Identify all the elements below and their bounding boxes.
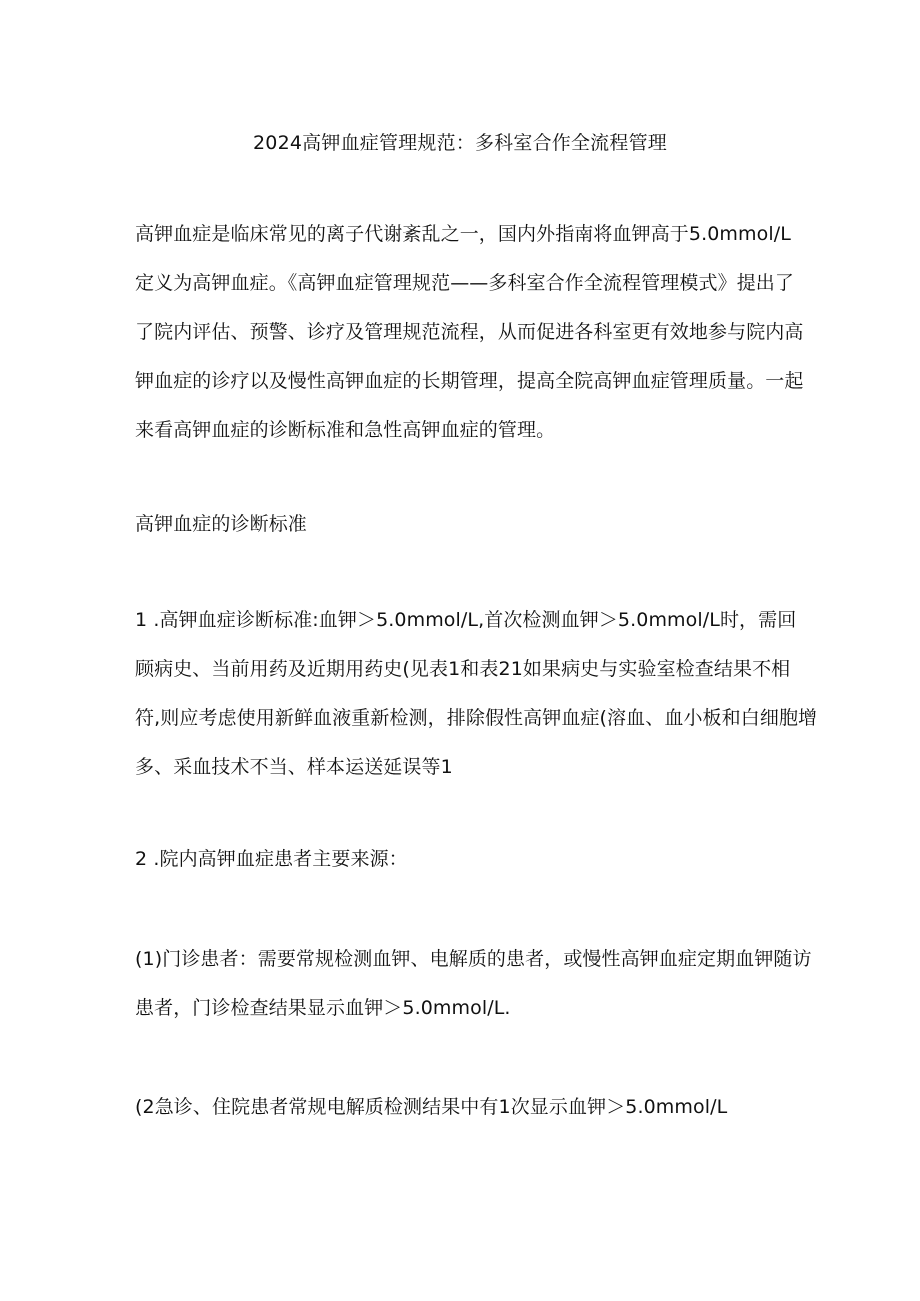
paragraph-line: (2急诊、住院患者常规电解质检测结果中有1次显示血钾＞5.0mmol∕L: [135, 1096, 728, 1118]
intro-line: 高钾血症是临床常见的离子代谢紊乱之一，国内外指南将血钾高于5.0mmol/L: [135, 223, 791, 245]
section-heading: [135, 500, 795, 549]
patient-source-heading: [135, 835, 795, 884]
paragraph-line: 1 .高钾血症诊断标准:血钾＞5.0mmol∕L,首次检测血钾＞5.0mmol∕L时，需回: [135, 609, 797, 631]
intro-line: 了院内评估、预警、诊疗及管理规范流程，从而促进各科室更有效地参与院内高: [135, 321, 804, 343]
outpatient-paragraph: [135, 935, 812, 1033]
intro-paragraph: [135, 210, 804, 455]
paragraph-line: 符,则应考虑使用新鲜血液重新检测，排除假性高钾血症(溶血、血小板和白细胞增: [135, 707, 818, 729]
paragraph-line: 多、采血技术不当、样本运送延误等1: [135, 756, 453, 778]
paragraph-line: 患者，门诊检查结果显示血钾＞5.0mmol∕L.: [135, 997, 511, 1019]
section-heading-text: 高钾血症的诊断标准: [135, 513, 307, 535]
document-title: 2024高钾血症管理规范：多科室合作全流程管理: [253, 132, 667, 154]
paragraph-line: 顾病史、当前用药及近期用药史(见表1和表21如果病史与实验室检查结果不相: [135, 658, 791, 680]
intro-line: 来看高钾血症的诊断标准和急性高钾血症的管理。: [135, 419, 556, 441]
intro-line: 定义为高钾血症。《高钾血症管理规范——多科室合作全流程管理模式》提出了: [135, 272, 795, 294]
diagnosis-criteria-paragraph: [135, 596, 818, 792]
paragraph-line: 2 .院内高钾血症患者主要来源：: [135, 848, 408, 870]
paragraph-line: (1)门诊患者：需要常规检测血钾、电解质的患者，或慢性高钾血症定期血钾随访: [135, 948, 812, 970]
intro-line: 钾血症的诊疗以及慢性高钾血症的长期管理，提高全院高钾血症管理质量。一起: [135, 370, 804, 392]
emergency-inpatient-paragraph: [135, 1083, 795, 1132]
